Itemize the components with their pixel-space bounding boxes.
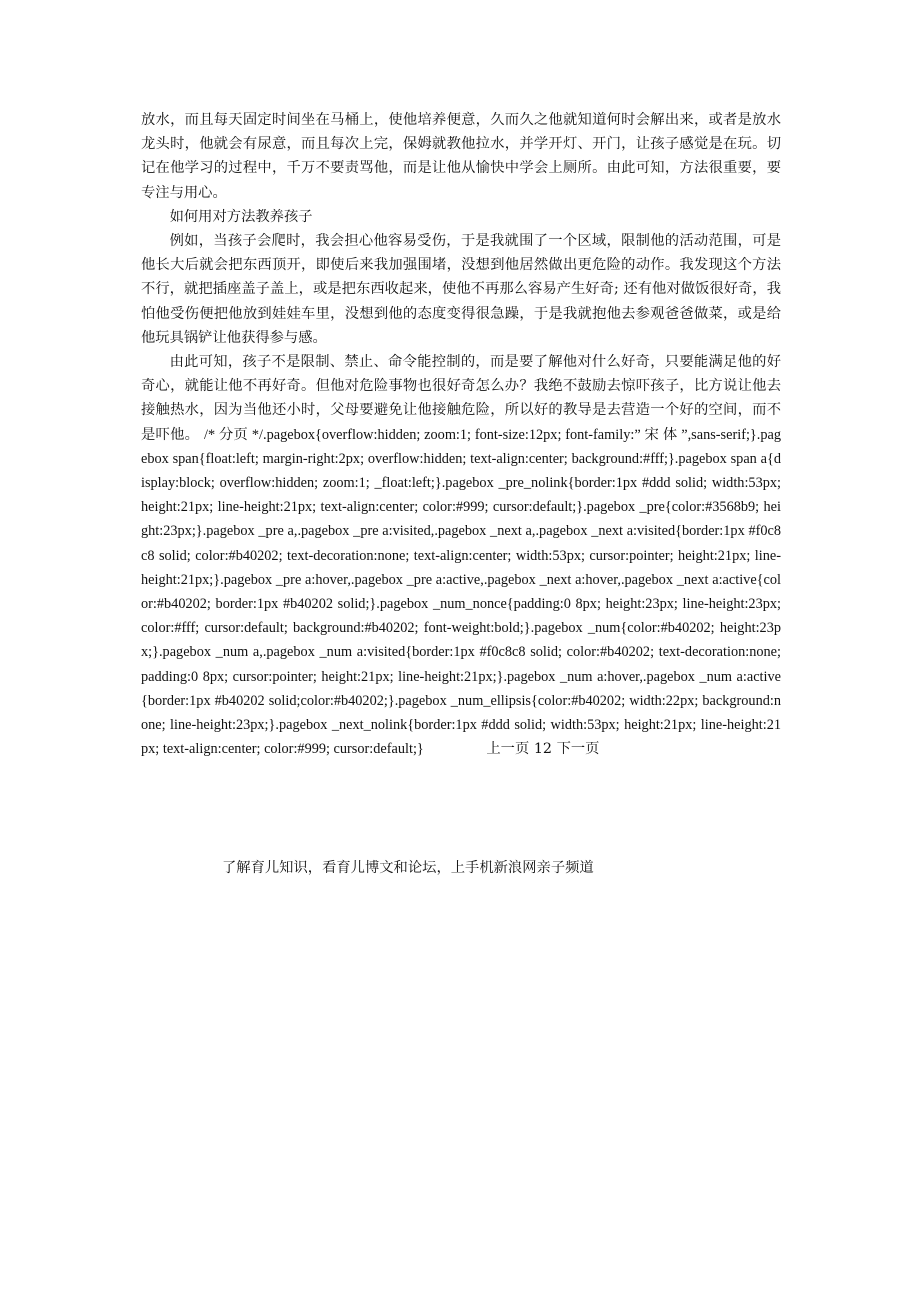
prev-page-link[interactable]: 上一页: [486, 741, 530, 758]
section-heading: 如何用对方法教养孩子: [169, 208, 313, 225]
pagination-css-text: /* 分页 */.pagebox{overflow:hidden; zoom:1; font-size:12px; font-family:” 宋 体 ”,sans-serif;}.pagebox span{float:left; margin-right:2px; overflow:hidden; text-align:center; background:#fff;}.pagebox span a{display:block; overflow:hidden; zoom:1; _float:left;}.pagebox _pre_nolink{border:1px #ddd solid; width:53px; height:21px; line-height:21px; text-align:center; color:#999; cursor:default;}.pagebox _pre{color:#3568b9; height:23px;}.pagebox _pre a,.pagebox _pre a:visited,.pagebox _next a,.pagebox _next a:visited{border:1px #f0c8c8 solid; color:#b40202; text-decoration:none; text-align:center; width:53px; cursor:pointer; height:21px; line-height:21px;}.pagebox _pre a:hover,.pagebox _pre a:active,.pagebox _next a:hover,.pagebox _next a:active{color:#b40202; border:1px #b40202 solid;}.pagebox _num_nonce{padding:0 8px; height:23px; line-height:23px; color:#fff; cursor:default; background:#b40202; font-weight:bold;}.pagebox _num{color:#b40202; height:23px;}.pagebox _num a,.pagebox _num a:visited{border:1px #f0c8c8 solid; color:#b40202; text-decoration:none; padding:0 8px; cursor:pointer; height:21px; line-height:21px;}.pagebox _num a:hover,.pagebox _num a:active{border:1px #b40202 solid;color:#b40202;}.pagebox _num_ellipsis{color:#b40202; width:22px; background:none; line-height:23px;}.pagebox _next_nolink{border:1px #ddd solid; width:53px; height:21px; line-height:21px; text-align:center; color:#999; cursor:default;}: [141, 426, 782, 758]
next-page-link[interactable]: 下一页: [556, 741, 600, 758]
paragraph-3-text: 由此可知，孩子不是限制、禁止、命令能控制的，而是要了解他对什么好奇，只要能满足他的好奇心，就能让他不再好奇。但他对危险事物也很好奇怎么办？我绝不鼓励去惊吓孩子，比方说让他去接触热水，因为当他还小时，父母要避免让他接触危险，所以好的教导是去营造一个好的空间，而不是吓他。: [141, 354, 781, 443]
article-body: [141, 108, 781, 761]
paragraph-2: 例如，当孩子会爬时，我会担心他容易受伤，于是我就围了一个区域，限制他的活动范围，可是他长大后就会把东西顶开，即使后来我加强围堵，没想到他居然做出更危险的动作。我发现这个方法不行，就把插座盖子盖上，或是把东西收起来，使他不再那么容易产生好奇; 还有他对做饭很好奇，我怕他受伤便把他放到娃娃车里，没想到他的态度变得很急躁，于是我就抱他去参观爸爸做菜，或是给他玩具锅铲让他获得参与感。: [141, 233, 781, 346]
pagination: [458, 737, 600, 761]
footer-promo: 了解育儿知识，看育儿博文和论坛，上手机新浪网亲子频道: [222, 860, 594, 876]
paragraph-3: [141, 350, 781, 761]
page-numbers[interactable]: 12: [533, 741, 553, 758]
paragraph-1: 放水，而且每天固定时间坐在马桶上，使他培养便意，久而久之他就知道何时会解出来，或者是放水龙头时，他就会有尿意，而且每次上完，保姆就教他拉水，并学开灯、开门，让孩子感觉是在玩。切记在他学习的过程中，千万不要责骂他，而是让他从愉快中学会上厕所。由此可知，方法很重要，要专注与用心。: [141, 112, 781, 201]
